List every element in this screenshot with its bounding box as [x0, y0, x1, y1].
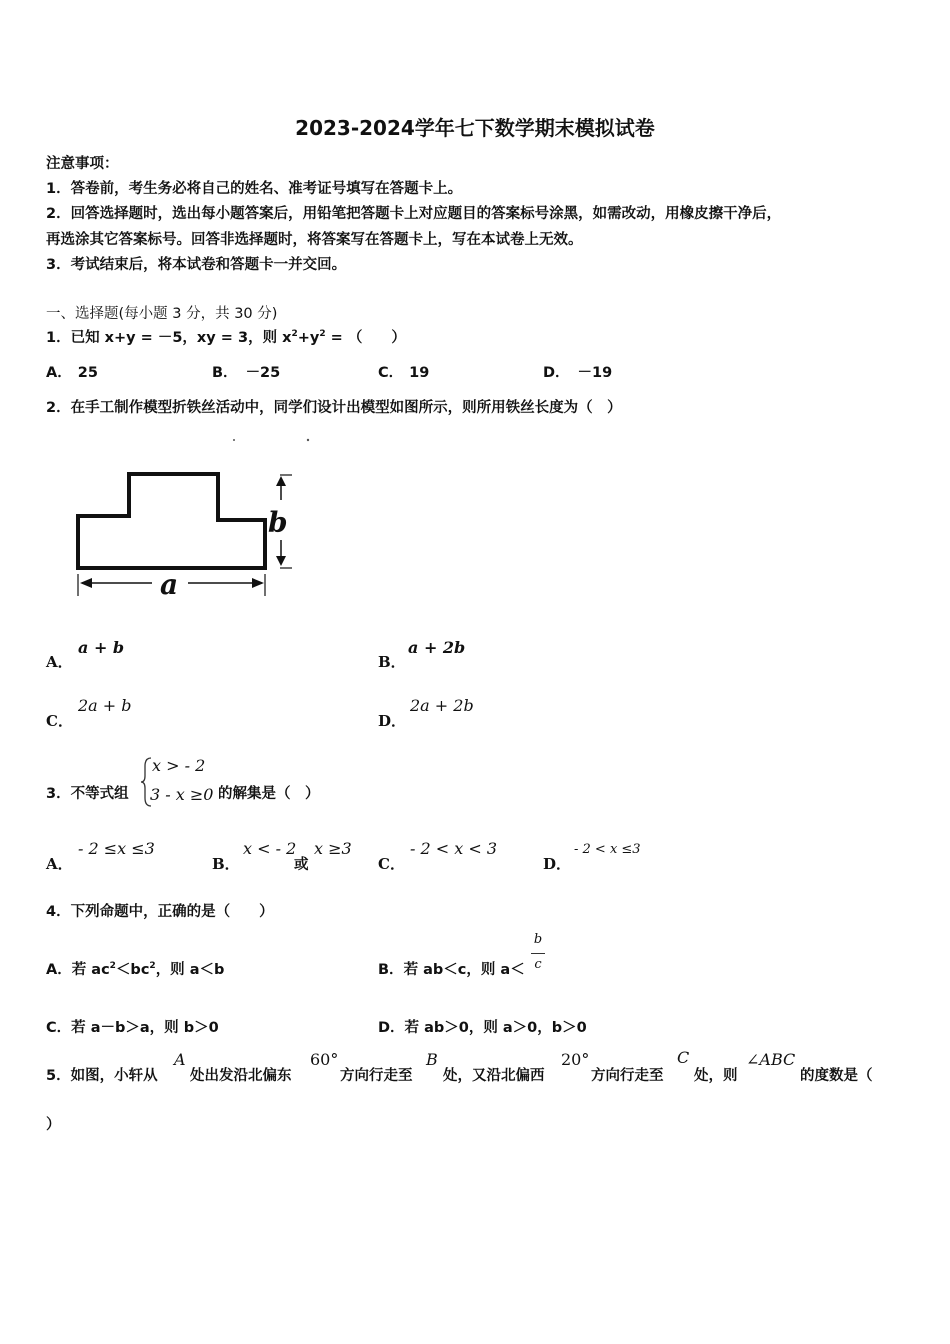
q3-option-a-label: A． — [46, 855, 73, 873]
notice-item: 再选涂其它答案标号。回答非选择题时，将答案写在答题卡上，写在本试卷上无效。 — [46, 232, 583, 248]
q3-option-b-value2: x ≥3 — [314, 839, 352, 858]
system-line-1: x > - 2 — [152, 756, 206, 775]
question-4-stem: 4．下列命题中，正确的是（ ） — [46, 904, 274, 920]
angle-abc: ∠ABC — [746, 1050, 796, 1069]
notice-heading: 注意事项： — [46, 156, 119, 172]
notice-item: 3．考试结束后，将本试卷和答题卡一并交回。 — [46, 257, 347, 273]
question-5-text-4: 处，又沿北偏西 — [443, 1068, 545, 1084]
q1-option-d: D． －19 — [543, 365, 613, 381]
label-a: a — [160, 568, 179, 601]
q2-option-a-value: a + b — [78, 638, 125, 657]
q2-option-a-label: A． — [46, 653, 73, 671]
q1-option-a: A． 25 — [46, 365, 98, 381]
q2-option-b-label: B． — [378, 653, 406, 671]
q3-option-c-value: - 2 < x < 3 — [410, 839, 498, 858]
q3-option-b-value: x < - 2 — [243, 839, 297, 858]
angle-60: 60° — [310, 1050, 339, 1069]
question-5-text-2: 处出发沿北偏东 — [190, 1068, 292, 1084]
fraction-bar — [531, 953, 545, 954]
q2-option-d-label: D． — [378, 712, 407, 730]
q2-option-c-value: 2a + b — [78, 696, 132, 715]
q2-option-d-value: 2a + 2b — [410, 696, 474, 715]
label-b: b — [268, 506, 288, 539]
question-5-text-1: 5．如图，小轩从 — [46, 1068, 158, 1084]
angle-20: 20° — [561, 1050, 590, 1069]
section-heading: 一、选择题(每小题 3 分，共 30 分) — [46, 306, 278, 322]
q3-option-d-label: D． — [543, 855, 572, 873]
q4-option-c: C．若 a－b＞a，则 b＞0 — [46, 1020, 219, 1036]
notice-item: 1．答卷前，考生务必将自己的姓名、准考证号填写在答题卡上。 — [46, 181, 463, 197]
question-1-stem: 1．已知 x+y = －5，xy = 3，则 $x^2+y^2$ = （ ） — [46, 329, 406, 346]
q3-option-b-or: 或 — [294, 857, 309, 873]
page-title: 2023-2024学年七下数学期末模拟试卷 — [295, 116, 655, 140]
q4-option-b: B．若 ab＜c，则 a＜ — [378, 962, 525, 978]
q4-fraction-numerator: b — [533, 932, 543, 947]
q3-option-c-label: C． — [378, 855, 405, 873]
point-a: A — [174, 1050, 186, 1069]
notice-item: 2．回答选择题时，选出每小题答案后，用铅笔把答题卡上对应题目的答案标号涂黑，如需改动，用橡皮擦干净后， — [46, 206, 782, 222]
q1-option-c: C． 19 — [378, 365, 430, 381]
q1-option-b: B． －25 — [212, 365, 281, 381]
question-3-stem-pre: 3．不等式组 — [46, 786, 129, 802]
q3-option-b-label: B． — [212, 855, 240, 873]
question-5-text-3: 方向行走至 — [340, 1068, 413, 1084]
question-5-close: ） — [46, 1117, 61, 1133]
question-5-text-6: 处，则 — [694, 1068, 738, 1084]
q4-option-a: A．若 $ac^2<bc^2$，则 a＜b — [46, 961, 225, 978]
point-c: C — [677, 1048, 690, 1067]
q3-option-a-value: - 2 ≤x ≤3 — [78, 839, 155, 858]
model-outline — [78, 474, 265, 568]
question-2-stem: 2．在手工制作模型折铁丝活动中，同学们设计出模型如图所示，则所用铁丝长度为（ ） — [46, 400, 622, 416]
q4-option-d: D．若 ab＞0，则 a＞0，b＞0 — [378, 1020, 587, 1036]
wire-model-figure — [60, 430, 320, 610]
q2-option-b-value: a + 2b — [408, 638, 466, 657]
question-5-text-5: 方向行走至 — [591, 1068, 664, 1084]
question-5-text-7: 的度数是（ — [800, 1068, 873, 1084]
question-3-stem-post: 的解集是（ ） — [218, 786, 320, 802]
q3-option-d-value: - 2 < x ≤3 — [574, 842, 641, 857]
q2-option-c-label: C． — [46, 712, 73, 730]
system-line-2: 3 - x ≥0 — [150, 785, 214, 804]
q4-fraction-denominator: c — [534, 957, 542, 972]
point-b: B — [426, 1050, 438, 1069]
